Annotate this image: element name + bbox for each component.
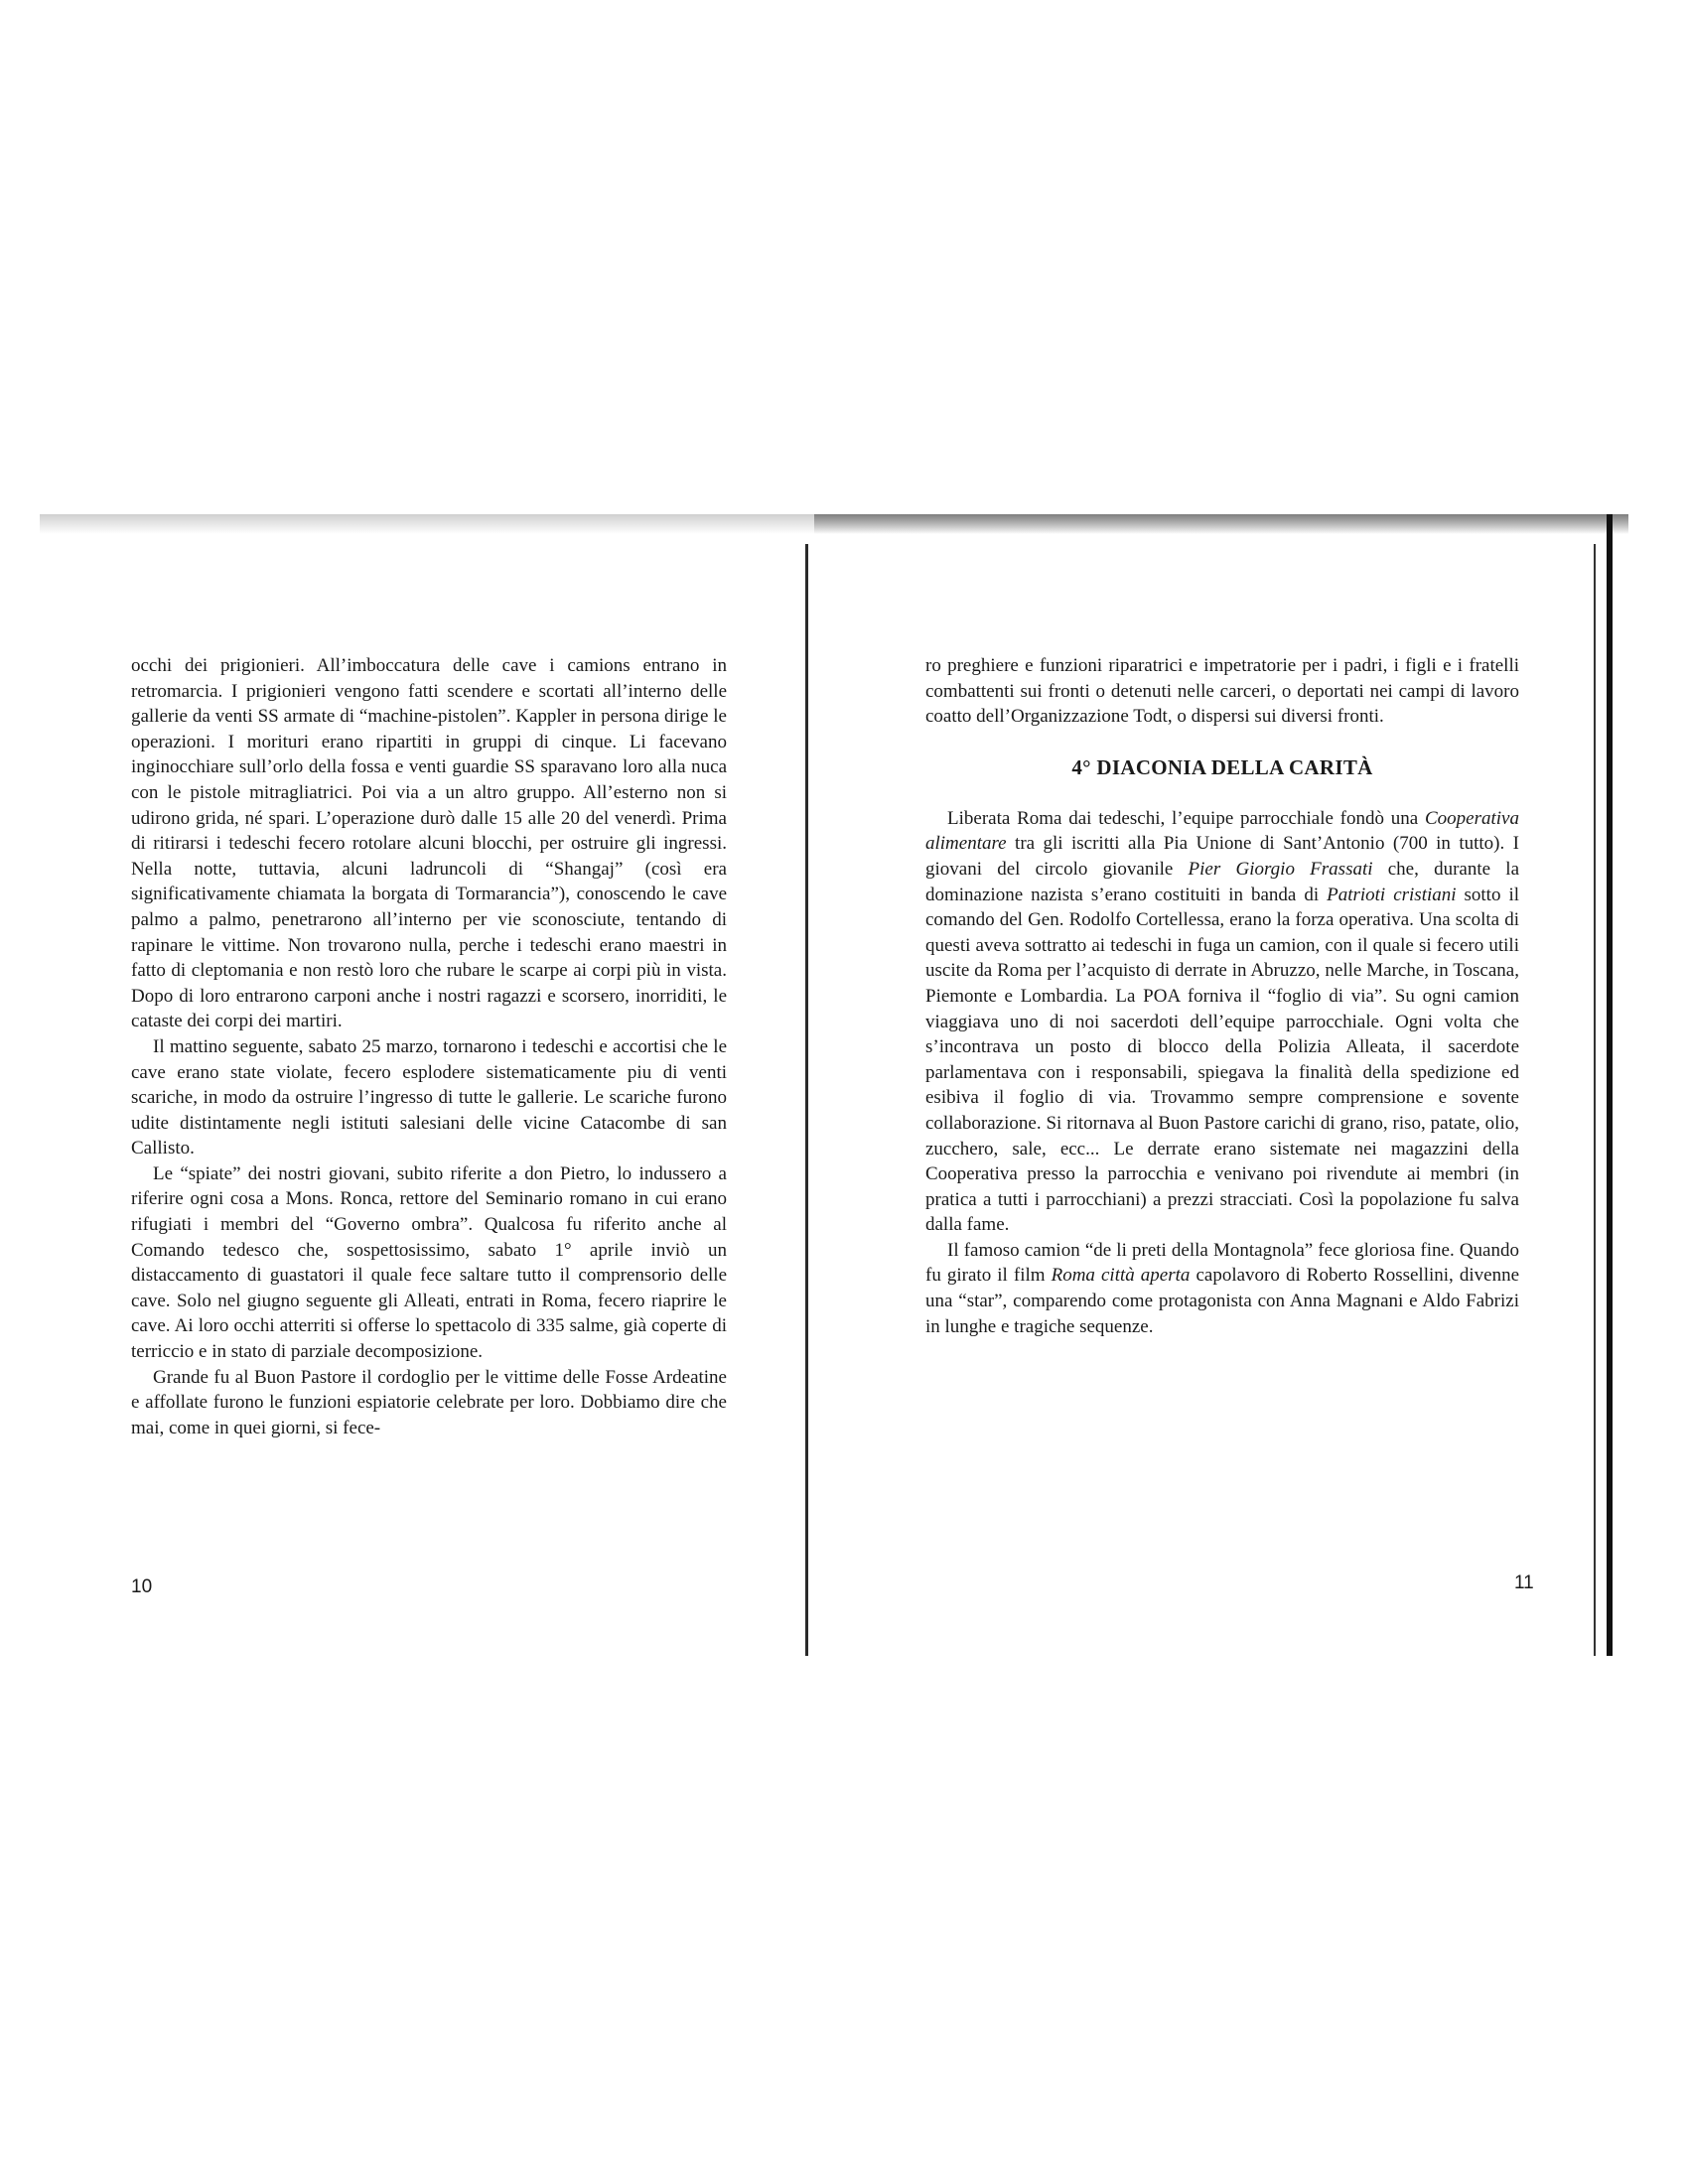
page-number: 10: [131, 1576, 153, 1597]
italic-text: Roma città aperta: [1051, 1265, 1191, 1287]
text-run: che, durante la dominazione nazista s’erano costituiti in banda di: [925, 858, 1519, 905]
book-edge: [1607, 514, 1613, 1656]
book-spread: [40, 514, 1628, 1656]
left-page: [131, 653, 727, 1440]
page-number: 11: [1514, 1572, 1534, 1593]
paragraph: ro preghiere e funzioni riparatrici e impetratorie per i padri, i figli e i fratelli combattenti sui fronti o detenuti nelle carceri, o deportati nei campi di lavoro coatto dell’Organizzazione Todt, o dispersi sui diversi fronti.: [925, 655, 1519, 728]
paragraph: [925, 1238, 1519, 1339]
italic-text: Cooperativa alimentare: [925, 807, 1519, 855]
paragraph: [925, 806, 1519, 1238]
text-run: Liberata Roma dai tedeschi, l’equipe parrocchiale fondò una: [947, 807, 1425, 829]
text-run: Il famoso camion “de li preti della Montagnola” fece gloriosa fine. Quando fu girato il film: [925, 1239, 1519, 1287]
right-page: [925, 653, 1519, 1339]
paragraph: Il mattino seguente, sabato 25 marzo, tornarono i tedeschi e accortisi che le cave erano state violate, fecero esplodere sistematicamente piu di venti scariche, in modo da ostruire l’ingresso di tutte le gallerie. Le scariche furono udite distintamente negli istituti salesiani delle vicine Catacombe di san Callisto.: [131, 1035, 727, 1160]
paragraph: Grande fu al Buon Pastore il cordoglio per le vittime delle Fosse Ardeatine e affollate furono le funzioni espiatorie celebrate per loro. Dobbiamo dire che mai, come in quei giorni, si fece-: [131, 1366, 727, 1438]
text-run: capolavoro di Roberto Rossellini, divenne una “star”, comparendo come protagonista con Anna Magnani e Aldo Fabrizi in lunghe e tragiche sequenze.: [925, 1265, 1519, 1337]
text-run: tra gli iscritti alla Pia Unione di Sant’Antonio (700 in tutto). I giovani del circolo giovanile: [925, 833, 1519, 880]
italic-text: Pier Giorgio Frassati: [1188, 858, 1373, 880]
paragraph: Le “spiate” dei nostri giovani, subito riferite a don Pietro, lo indussero a riferire ogni cosa a Mons. Ronca, rettore del Seminario romano in cui erano rifugiati i membri del “Governo ombra”. Qualcosa fu riferito anche al Comando tedesco che, sospettosissimo, sabato 1° aprile inviò un distaccamento di guastatori il quale fece saltare tutto il comprensorio delle cave. Solo nel giugno seguente gli Alleati, entrati in Roma, fecero riaprire le cave. Ai loro occhi atterriti si offerse lo spettacolo di 335 salme, già coperte di terriccio e in stato di parziale decomposizione.: [131, 1162, 727, 1363]
scan-shadow-right: [814, 514, 1628, 534]
text-run: sotto il comando del Gen. Rodolfo Cortellessa, erano la forza operativa. Una scolta di questi aveva sottratto ai tedeschi in fuga un camion, con il quale si fecero utili uscite da Roma per l’acquisto di derrate in Abruzzo, nelle Marche, in Toscana, Piemonte e Lombardia. La POA forniva il “foglio di via”. Su ogni camion viaggiava uno di noi sacerdoti dell’equipe parrocchiale. Ogni volta che s’incontrava un posto di blocco della Polizia Alleata, il sacerdote parlamentava con i responsabili, spiegava la finalità della spedizione ed esibiva il foglio di via. Trovammo sempre comprensione e sovente collaborazione. Si ritornava al Buon Pastore carichi di grano, riso, patate, olio, zucchero, sale, ecc... Le derrate erano sistemate nei magazzini della Cooperativa presso la parrocchia e venivano poi rivendute ai membri (in pratica a tutti i parrocchiani) a prezzi stracciati. Così la popolazione fu salva dalla fame.: [925, 884, 1519, 1236]
section-heading: 4° DIACONIA DELLA CARITÀ: [1071, 754, 1373, 779]
italic-text: Patrioti cristiani: [1327, 884, 1457, 905]
book-gutter: [805, 544, 808, 1656]
paragraph: occhi dei prigionieri. All’imboccatura delle cave i camions entrano in retromarcia. I prigionieri vengono fatti scendere e scortati all’interno delle gallerie da venti SS armate di “machine-pistolen”. Kappler in persona dirige le operazioni. I morituri erano ripartiti in gruppi di cinque. Li facevano inginocchiare sull’orlo della fossa e venti guardie SS sparavano loro alla nuca con le pistole mitragliatrici. Poi via a un altro gruppo. All’esterno non si udirono grida, né spari. L’operazione durò dalle 15 alle 20 del venerdì. Prima di ritirarsi i tedeschi fecero rotolare alcuni blocchi, per ostruire gli ingressi. Nella notte, tuttavia, alcuni ladruncoli di “Shangaj” (così era significativamente chiamata la borgata di Tormarancia”), conoscendo le cave palmo a palmo, penetrarono all’interno per vie sconosciute, tentando di rapinare le vittime. Non trovarono nulla, perche i tedeschi erano maestri in fatto di cleptomania e non restò loro che rubare le scarpe ai corpi più in vista. Dopo di loro entrarono carponi anche i nostri ragazzi e scorsero, inorriditi, le cataste dei corpi dei martiri.: [131, 655, 727, 1032]
page-edge: [1594, 544, 1596, 1656]
